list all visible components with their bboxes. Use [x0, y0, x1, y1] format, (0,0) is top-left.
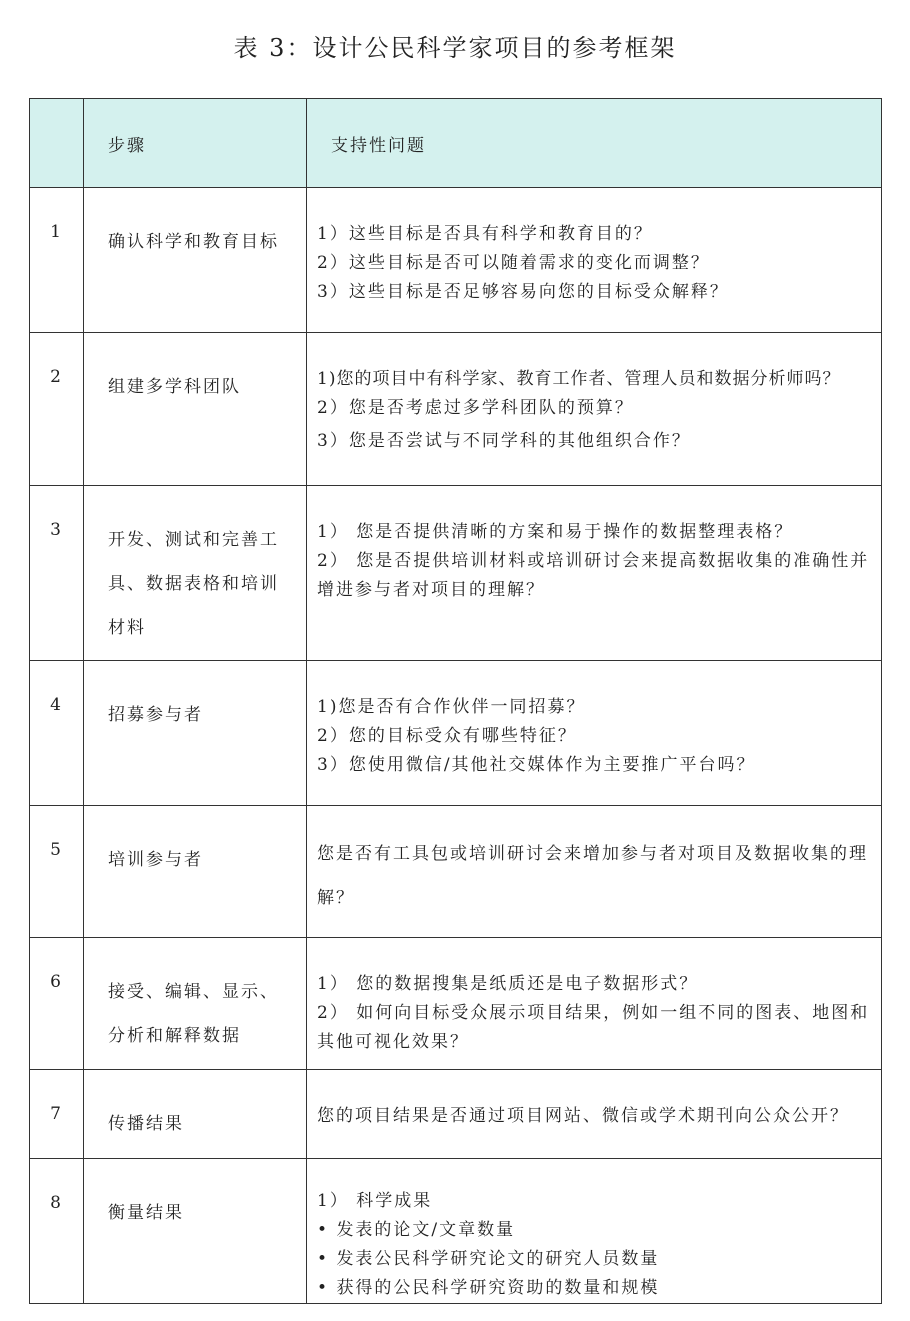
- question-line: 2）您是否考虑过多学科团队的预算？: [317, 398, 634, 418]
- table-title: 表 3：设计公民科学家项目的参考框架: [233, 34, 677, 62]
- row-number: 2: [30, 333, 84, 486]
- question-line: 1)您是否有合作伙伴一同招募？: [317, 697, 586, 717]
- bullet-item: • 发表的论文/文章数量: [317, 1216, 873, 1245]
- question-line: 3）这些目标是否足够容易向您的目标受众解释？: [317, 282, 729, 302]
- row-number: 5: [30, 806, 84, 938]
- table-row: [30, 1159, 882, 1304]
- row-number: 8: [30, 1159, 84, 1304]
- step-cell: 开发、测试和完善工具、数据表格和培训材料: [84, 486, 307, 661]
- step-cell: 培训参与者: [84, 806, 307, 938]
- question-line: 2） 您是否提供培训材料或培训研讨会来提高数据收集的准确性并增进参与者对项目的理解？: [317, 551, 870, 600]
- questions-cell: [307, 1070, 882, 1159]
- header-step: 步骤: [84, 99, 307, 188]
- table-row: [30, 661, 882, 806]
- question-line: 3）您使用微信/其他社交媒体作为主要推广平台吗？: [317, 755, 756, 775]
- question-line: 2）您的目标受众有哪些特征？: [317, 726, 577, 746]
- table-row: [30, 938, 882, 1070]
- table-row: [30, 486, 882, 661]
- question-line: 1）这些目标是否具有科学和教育目的？: [317, 224, 653, 244]
- step-cell: 组建多学科团队: [84, 333, 307, 486]
- row-number: 6: [30, 938, 84, 1070]
- questions-cell: [307, 1159, 882, 1304]
- table-row: [30, 188, 882, 333]
- question-line: 2） 如何向目标受众展示项目结果，例如一组不同的图表、地图和其他可视化效果？: [317, 1003, 870, 1052]
- header-number: [30, 99, 84, 188]
- table-row: [30, 1070, 882, 1159]
- step-cell: 招募参与者: [84, 661, 307, 806]
- question-line: 3）您是否尝试与不同学科的其他组织合作？: [317, 431, 691, 451]
- question-line: 您的项目结果是否通过项目网站、微信或学术期刊向公众公开？: [317, 1106, 849, 1126]
- questions-cell: [307, 806, 882, 938]
- header-questions: 支持性问题: [307, 99, 882, 188]
- table-header-row: [30, 99, 882, 188]
- framework-table: [29, 98, 882, 1304]
- row-number: 3: [30, 486, 84, 661]
- table-row: [30, 333, 882, 486]
- questions-cell: [307, 938, 882, 1070]
- questions-cell: [307, 661, 882, 806]
- step-cell: 传播结果: [84, 1070, 307, 1159]
- question-line: 1)您的项目中有科学家、教育工作者、管理人员和数据分析师吗？: [317, 369, 841, 389]
- bullet-item: • 发表公民科学研究论文的研究人员数量: [317, 1245, 873, 1274]
- bullet-item: • 获得的公民科学研究资助的数量和规模: [317, 1274, 873, 1303]
- row-number: 1: [30, 188, 84, 333]
- questions-cell: [307, 486, 882, 661]
- questions-cell: [307, 188, 882, 333]
- question-line: 1） 您是否提供清晰的方案和易于操作的数据整理表格？: [317, 522, 794, 542]
- question-line: 2）这些目标是否可以随着需求的变化而调整？: [317, 253, 710, 273]
- step-cell: 确认科学和教育目标: [84, 188, 307, 333]
- question-line: 1） 科学成果: [317, 1191, 433, 1211]
- question-line: 您是否有工具包或培训研讨会来增加参与者对项目及数据收集的理解？: [317, 844, 868, 908]
- question-line: 1） 您的数据搜集是纸质还是电子数据形式？: [317, 974, 699, 994]
- table-row: [30, 806, 882, 938]
- step-cell: 接受、编辑、显示、分析和解释数据: [84, 938, 307, 1070]
- row-number: 4: [30, 661, 84, 806]
- step-cell: 衡量结果: [84, 1159, 307, 1304]
- row-number: 7: [30, 1070, 84, 1159]
- questions-cell: [307, 333, 882, 486]
